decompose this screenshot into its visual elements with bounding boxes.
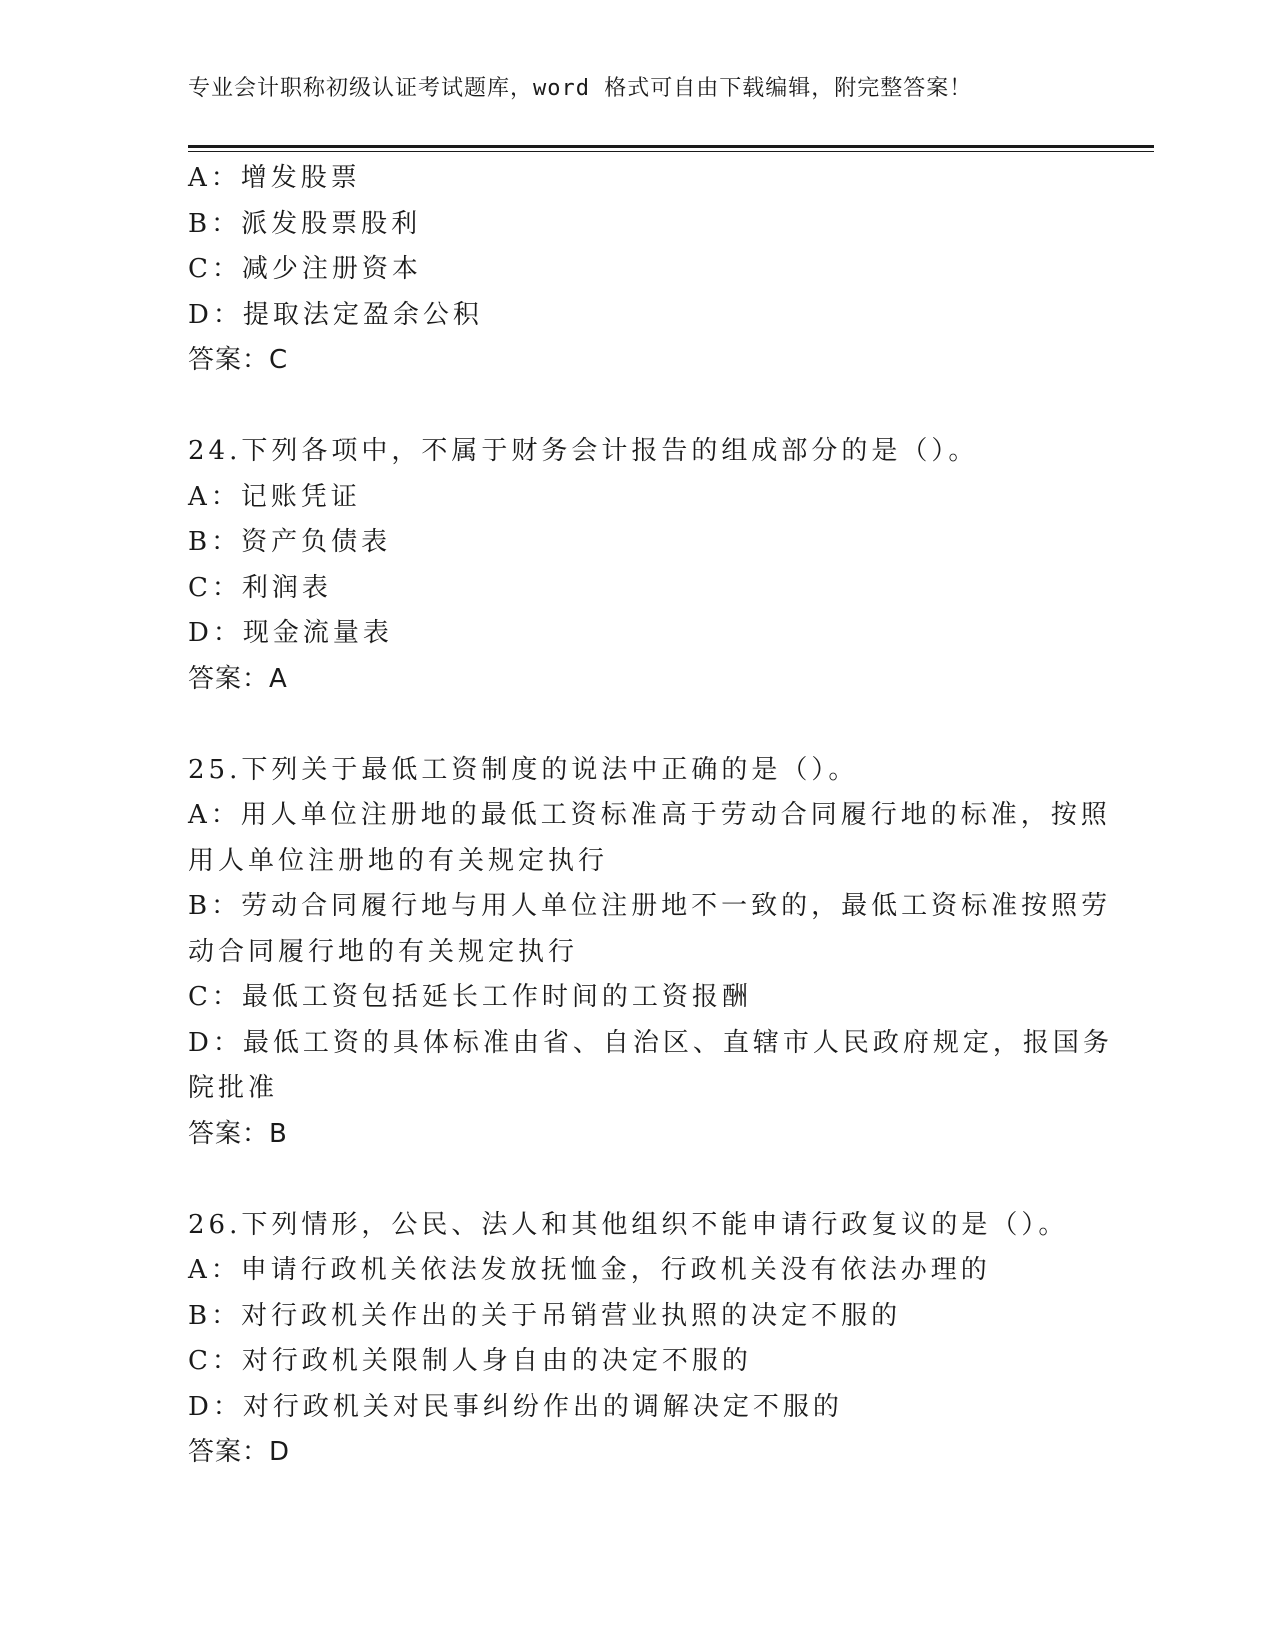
option-d-line-1: D：最低工资的具体标准由省、自治区、直辖市人民政府规定，报国务 bbox=[188, 1027, 1113, 1058]
question-24 bbox=[188, 429, 1088, 702]
spacer bbox=[188, 702, 1088, 748]
option-b: B：派发股票股利 bbox=[188, 208, 422, 239]
option-c: C：对行政机关限制人身自由的决定不服的 bbox=[188, 1346, 752, 1376]
header-rule-thin bbox=[188, 151, 1154, 152]
option-a-line-2: 用人单位注册地的有关规定执行 bbox=[188, 845, 609, 876]
question-text: 24.下列各项中，不属于财务会计报告的组成部分的是（）。 bbox=[188, 436, 979, 466]
option-b-line-2: 动合同履行地的有关规定执行 bbox=[188, 936, 579, 967]
option-a-line-1: A：用人单位注册地的最低工资标准高于劳动合同履行地的标准，按照 bbox=[188, 800, 1111, 830]
question-text: 26.下列情形，公民、法人和其他组织不能申请行政复议的是（）。 bbox=[188, 1209, 1069, 1240]
question-text: 25.下列关于最低工资制度的说法中正确的是（）。 bbox=[188, 754, 859, 785]
option-d: D：对行政机关对民事纠纷作出的调解决定不服的 bbox=[188, 1391, 843, 1422]
option-d: D：现金流量表 bbox=[188, 618, 393, 648]
option-d-line-2: 院批准 bbox=[188, 1073, 279, 1103]
option-b: B：对行政机关作出的关于吊销营业执照的决定不服的 bbox=[188, 1300, 902, 1331]
answer: 答案：B bbox=[188, 1118, 288, 1149]
question-23-tail bbox=[188, 156, 1088, 384]
question-content bbox=[188, 156, 1113, 1476]
option-a: A：记账凭证 bbox=[188, 481, 361, 512]
answer: 答案：A bbox=[188, 663, 288, 694]
question-25 bbox=[188, 748, 1113, 1158]
question-26 bbox=[188, 1203, 1088, 1476]
option-c: C：利润表 bbox=[188, 572, 332, 603]
spacer bbox=[188, 384, 1088, 430]
option-b-line-1: B：劳动合同履行地与用人单位注册地不一致的，最低工资标准按照劳 bbox=[188, 891, 1112, 921]
answer: 答案：C bbox=[188, 345, 289, 375]
option-b: B：资产负债表 bbox=[188, 527, 392, 557]
option-d: D：提取法定盈余公积 bbox=[188, 299, 483, 330]
header-rule-thick bbox=[188, 145, 1154, 148]
spacer bbox=[188, 1157, 1088, 1203]
option-c: C：最低工资包括延长工作时间的工资报酬 bbox=[188, 982, 752, 1012]
page-header: 专业会计职称初级认证考试题库，word 格式可自由下载编辑，附完整答案！ bbox=[188, 76, 973, 101]
option-a: A：申请行政机关依法发放抚恤金，行政机关没有依法办理的 bbox=[188, 1255, 991, 1285]
option-c: C：减少注册资本 bbox=[188, 254, 422, 284]
answer: 答案：D bbox=[188, 1437, 291, 1467]
option-a: A：增发股票 bbox=[188, 163, 361, 193]
